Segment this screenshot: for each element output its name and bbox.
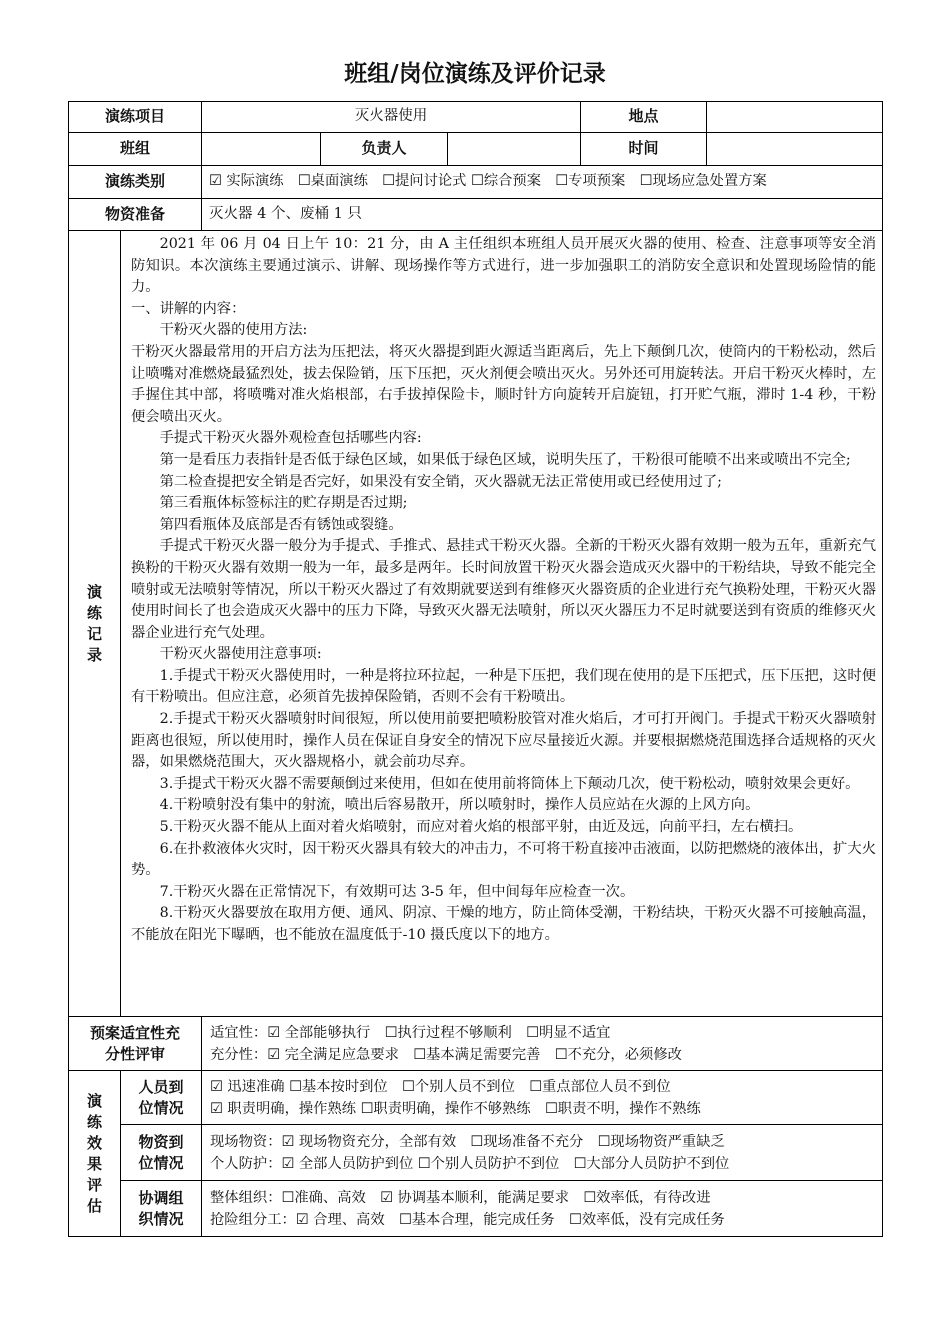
materials-eval-line-2: 个人防护：☑ 全部人员防护到位 ☐个别人员防护不到位 ☐大部分人员防护不到位 bbox=[210, 1155, 730, 1172]
project-value: 灭火器使用 bbox=[202, 102, 581, 133]
record-content bbox=[121, 231, 883, 1017]
record-paragraph: 干粉灭火器使用注意事项: bbox=[159, 646, 322, 663]
coordination-line-1: 整体组织：☐准确、高效 ☑ 协调基本顺利，能满足要求 ☐效率低，有待改进 bbox=[210, 1189, 711, 1206]
materials-label: 物资准备 bbox=[69, 199, 202, 231]
materials-eval-label: 物资到 位情况 bbox=[121, 1125, 202, 1181]
category-options: ☑ 实际演练 ☐桌面演练 ☐提问讨论式 ☐综合预案 ☐专项预案 ☐现场应急处置方案 bbox=[202, 166, 883, 199]
leader-label: 负责人 bbox=[321, 133, 448, 166]
time-value[interactable] bbox=[707, 133, 883, 166]
drill-record-table bbox=[68, 101, 883, 1237]
coordination-line-2: 抢险组分工：☑ 合理、高效 ☐基本合理，能完成任务 ☐效率低，没有完成任务 bbox=[210, 1211, 725, 1228]
coordination-label: 协调组 织情况 bbox=[121, 1181, 202, 1237]
record-paragraph: 手提式干粉灭火器外观检查包括哪些内容: bbox=[159, 430, 422, 447]
location-label: 地点 bbox=[581, 102, 707, 133]
record-paragraph: 7.干粉灭火器在正常情况下，有效期可达 3-5 年，但中间每年应检查一次。 bbox=[159, 883, 635, 900]
personnel-label: 人员到 位情况 bbox=[121, 1071, 202, 1125]
category-label: 演练类别 bbox=[69, 166, 202, 199]
suitability-content bbox=[202, 1017, 883, 1071]
record-paragraphs bbox=[131, 234, 876, 947]
record-label: 演 练 记 录 bbox=[69, 231, 121, 1017]
location-value[interactable] bbox=[707, 102, 883, 133]
record-paragraph: 第一是看压力表指针是否低于绿色区域，如果低于绿色区域，说明失压了，干粉很可能喷不出来或喷出不完全; bbox=[159, 451, 851, 468]
leader-value[interactable] bbox=[448, 133, 581, 166]
project-label: 演练项目 bbox=[69, 102, 202, 133]
personnel-line-1: ☑ 迅速准确 ☐基本按时到位 ☐个别人员不到位 ☐重点部位人员不到位 bbox=[210, 1078, 671, 1095]
record-paragraph: 第三看瓶体标签标注的贮存期是否过期; bbox=[159, 495, 408, 512]
record-paragraph: 6.在扑救液体火灾时，因干粉灭火器具有较大的冲击力，不可将干粉直接冲击液面，以防把燃烧的液体出，扩大火势。 bbox=[131, 840, 877, 879]
personnel-line-2: ☑ 职责明确，操作熟练 ☐职责明确，操作不够熟练 ☐职责不明，操作不熟练 bbox=[210, 1100, 701, 1117]
record-paragraph: 5.干粉灭火器不能从上面对着火焰喷射，而应对着火焰的根部平射，由近及远，向前平扫，左右横扫。 bbox=[159, 819, 803, 836]
record-paragraph: 4.干粉喷射没有集中的射流，喷出后容易散开，所以喷射时，操作人员应站在火源的上风方向。 bbox=[159, 797, 760, 814]
record-paragraph: 2021 年 06 月 04 日上午 10：21 分，由 A 主任组织本班组人员开展灭火器的使用、检查、注意事项等安全消防知识。本次演练主要通过演示、讲解、现场操作等方式进行，进一步加强职工的消防安全意识和处置现场险情的能力。 bbox=[131, 236, 877, 296]
team-value[interactable] bbox=[202, 133, 321, 166]
adequacy-line: 充分性：☑ 完全满足应急要求 ☐基本满足需要完善 ☐不充分，必须修改 bbox=[210, 1046, 682, 1063]
record-paragraph: 第四看瓶体及底部是否有锈蚀或裂缝。 bbox=[159, 516, 403, 533]
record-paragraph: 3.手提式干粉灭火器不需要颠倒过来使用，但如在使用前将筒体上下颠动几次，使干粉松动，喷射效果会更好。 bbox=[159, 775, 860, 792]
personnel-content bbox=[202, 1071, 883, 1125]
record-paragraph: 干粉灭火器最常用的开启方法为压把法，将灭火器提到距火源适当距离后，先上下颠倒几次，使筒内的干粉松动，然后让喷嘴对准燃烧最猛烈处，拔去保险销，压下压把，灭火剂便会喷出灭火。另外还可用旋转法。开启干粉灭火棒时，左手握住其中部，将喷嘴对准火焰根部，右手拔掉保险卡，顺时针方向旋转开启旋钮，打开贮气瓶，滞时 1-4 秒，干粉便会喷出灭火。 bbox=[131, 343, 877, 425]
record-paragraph: 8.干粉灭火器要放在取用方便、通风、阴凉、干燥的地方，防止筒体受潮，干粉结块，干粉灭火器不可接触高温，不能放在阳光下曝晒，也不能放在温度低于-10 摄氏度以下的地方。 bbox=[131, 905, 877, 943]
materials-value: 灭火器 4 个、废桶 1 只 bbox=[202, 199, 883, 231]
record-paragraph: 第二检查提把安全销是否完好，如果没有安全销，灭火器就无法正常使用或已经使用过了; bbox=[159, 473, 722, 490]
page-title: 班组/岗位演练及评价记录 bbox=[344, 61, 606, 87]
record-paragraph: 一、讲解的内容： bbox=[131, 300, 246, 317]
materials-eval-content bbox=[202, 1125, 883, 1181]
record-paragraph: 2.手提式干粉灭火器喷射时间很短，所以使用前要把喷粉胶管对准火焰后，才可打开阀门。手提式干粉灭火器喷射距离也很短，所以使用时，操作人员在保证自身安全的情况下应尽量接近火源。并要根据燃烧范围选择合适规格的灭火器，如果燃烧范围大，灭火器规格小，就会前功尽弃。 bbox=[131, 711, 877, 771]
record-paragraph: 手提式干粉灭火器一般分为手提式、手推式、悬挂式干粉灭火器。全新的干粉灭火器有效期一般为五年，重新充气换粉的干粉灭火器有效期一般为一年，最多是两年。长时间放置干粉灭火器会造成灭火器中的干粉结块，导致不能完全喷射或无法喷射等情况，所以干粉灭火器过了有效期就要送到有维修灭火器资质的企业进行充气换粉处理，干粉灭火器使用时间长了也会造成灭火器中的压力下降，导致灭火器无法喷射，所以灭火器压力不足时就要送到有资质的维修灭火器企业进行充气处理。 bbox=[131, 538, 877, 641]
suitability-label: 预案适宜性充 分性评审 bbox=[69, 1017, 202, 1071]
coordination-content bbox=[202, 1181, 883, 1237]
suitability-line: 适宜性：☑ 全部能够执行 ☐执行过程不够顺利 ☐明显不适宜 bbox=[210, 1024, 611, 1041]
team-label: 班组 bbox=[69, 133, 202, 166]
record-paragraph: 干粉灭火器的使用方法: bbox=[159, 322, 308, 339]
evaluation-label: 演 练 效 果 评 估 bbox=[69, 1071, 121, 1237]
materials-eval-line-1: 现场物资：☑ 现场物资充分，全部有效 ☐现场准备不充分 ☐现场物资严重缺乏 bbox=[210, 1133, 725, 1150]
time-label: 时间 bbox=[581, 133, 707, 166]
record-paragraph: 1.手提式干粉灭火器使用时，一种是将拉环拉起，一种是下压把，我们现在使用的是下压把式，压下压把，这时便有干粉喷出。但应注意，必须首先拔掉保险销，否则不会有干粉喷出。 bbox=[131, 667, 877, 706]
